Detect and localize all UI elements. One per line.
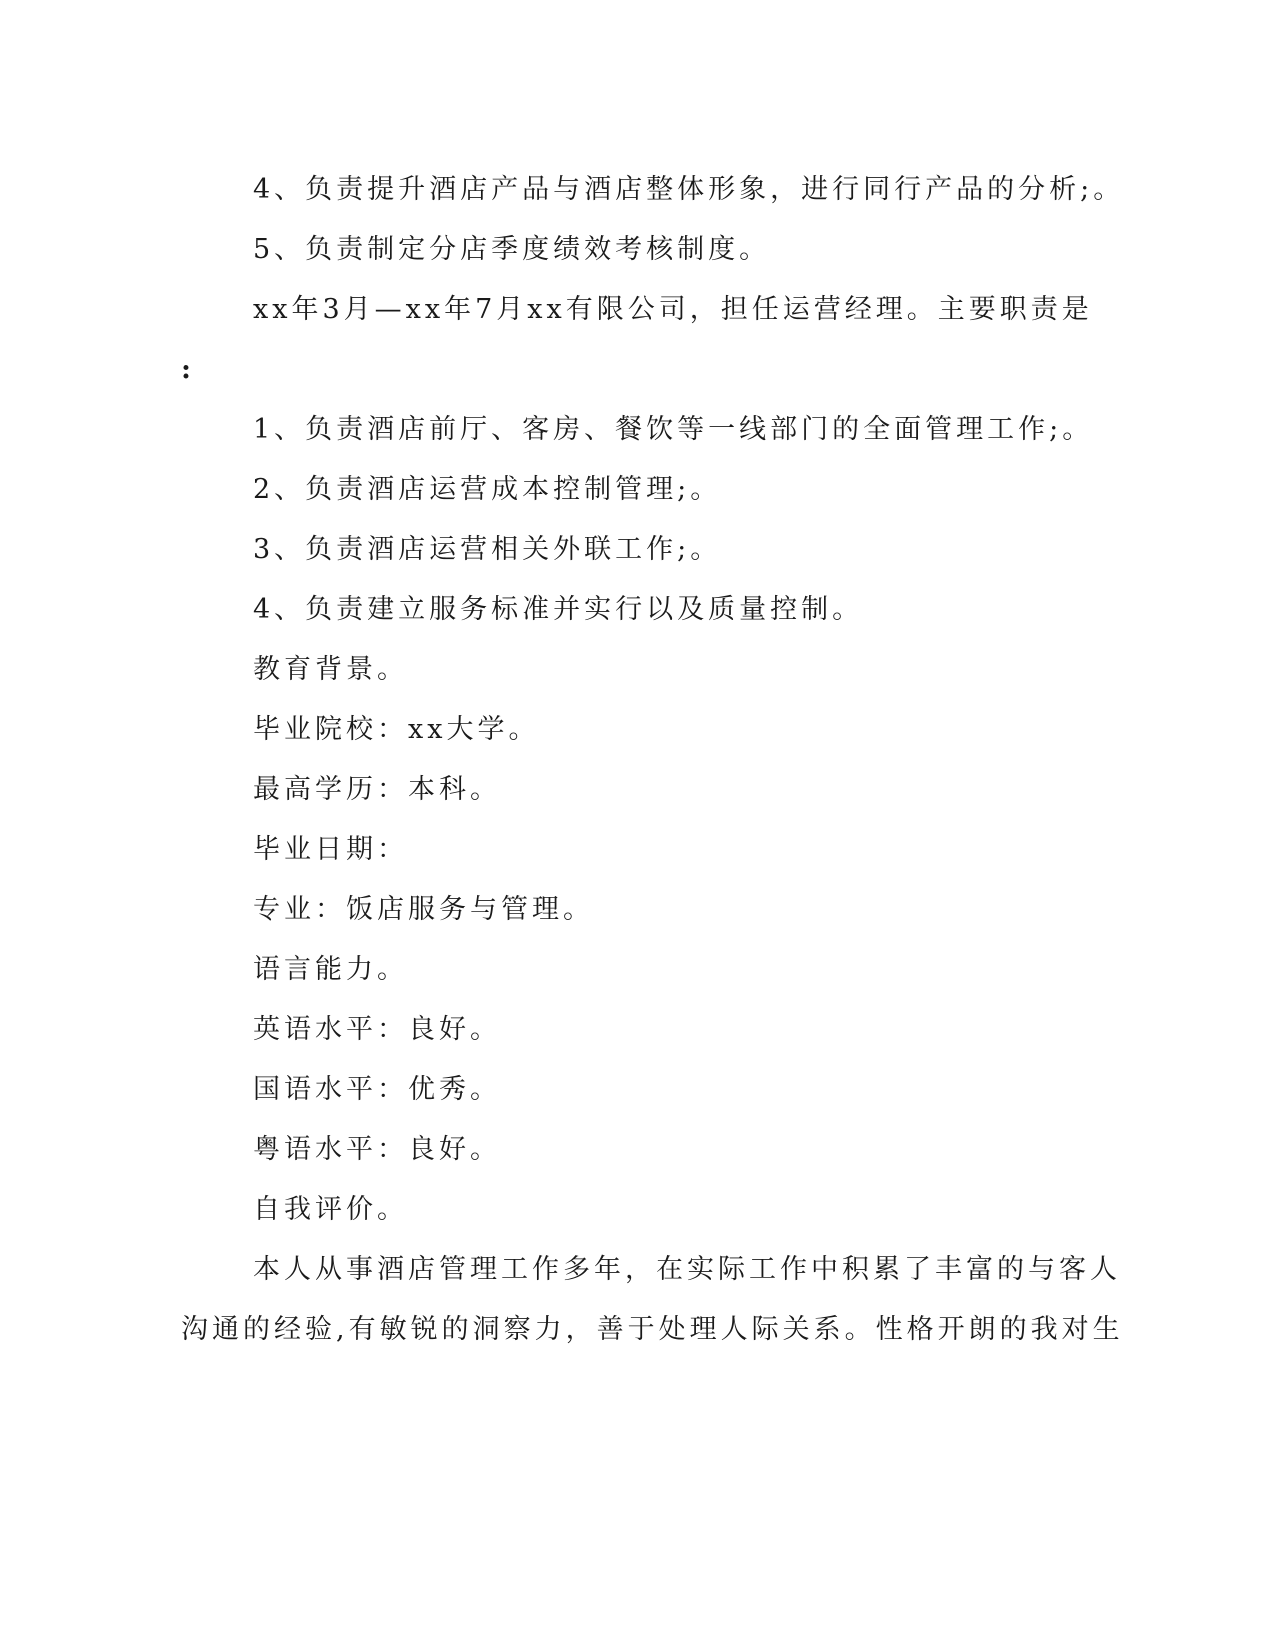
graduated-school: 毕业院校：xx大学。 <box>253 714 540 745</box>
highest-degree: 最高学历：本科。 <box>253 774 501 805</box>
duty-item-1: 1、负责酒店前厅、客房、餐饮等一线部门的全面管理工作;。 <box>253 414 1094 445</box>
duty-item-2: 2、负责酒店运营成本控制管理;。 <box>253 474 722 505</box>
self-evaluation-line-2: 沟通的经验,有敏锐的洞察力，善于处理人际关系。性格开朗的我对生 <box>181 1314 1124 1345</box>
section-heading-language: 语言能力。 <box>253 954 408 985</box>
section-heading-self-evaluation: 自我评价。 <box>253 1194 408 1225</box>
duty-item-3: 3、负责酒店运营相关外联工作;。 <box>253 534 722 565</box>
self-evaluation-line-1: 本人从事酒店管理工作多年，在实际工作中积累了丰富的与客人 <box>253 1254 1121 1285</box>
duty-item-4b: 4、负责建立服务标准并实行以及质量控制。 <box>253 594 864 625</box>
job-entry-colon: : <box>181 354 191 385</box>
mandarin-level: 国语水平：优秀。 <box>253 1074 501 1105</box>
job-entry-header: xx年3月—xx年7月xx有限公司，担任运营经理。主要职责是 <box>253 294 1093 325</box>
graduation-date: 毕业日期： <box>253 834 408 865</box>
cantonese-level: 粤语水平：良好。 <box>253 1134 501 1165</box>
major: 专业：饭店服务与管理。 <box>253 894 594 925</box>
english-level: 英语水平：良好。 <box>253 1014 501 1045</box>
document-body <box>181 160 1125 1360</box>
duty-item-4: 4、负责提升酒店产品与酒店整体形象，进行同行产品的分析;。 <box>253 174 1125 205</box>
section-heading-education: 教育背景。 <box>253 654 408 685</box>
duty-item-5: 5、负责制定分店季度绩效考核制度。 <box>253 234 771 265</box>
